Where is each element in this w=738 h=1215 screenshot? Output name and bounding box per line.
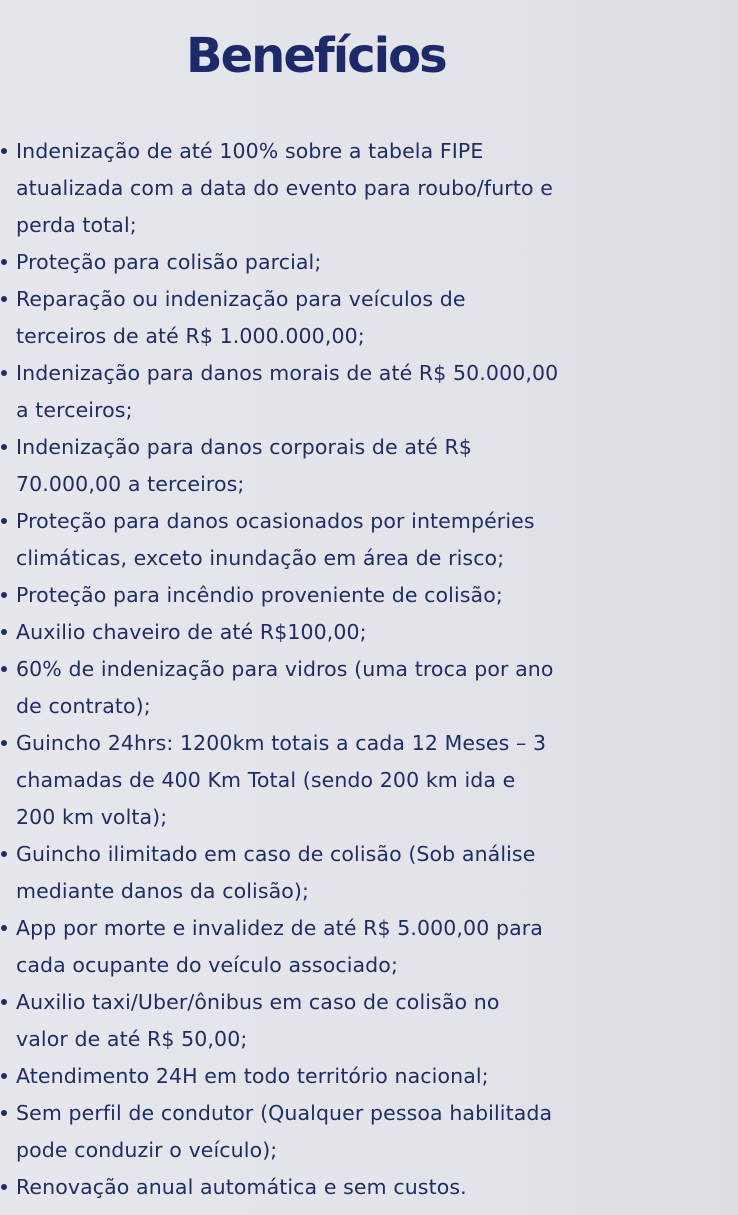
benefit-text: Auxilio chaveiro de até R$100,00; [16, 620, 367, 644]
benefit-item [0, 355, 738, 429]
benefit-item [0, 614, 738, 651]
benefits-list [0, 133, 738, 1206]
bullet-icon [1, 592, 7, 598]
bullet-icon [1, 851, 7, 857]
bullet-icon [1, 370, 7, 376]
benefit-item [0, 910, 738, 984]
benefit-text: Proteção para incêndio proveniente de colisão; [16, 583, 503, 607]
benefit-text: Proteção para danos ocasionados por intempéries climáticas, exceto inundação em área de risco; [16, 509, 535, 570]
benefit-item [0, 244, 738, 281]
bullet-icon [1, 666, 7, 672]
bullet-icon [1, 148, 7, 154]
benefit-text: Proteção para colisão parcial; [16, 250, 322, 274]
benefit-item [0, 1058, 738, 1095]
benefit-item [0, 725, 738, 836]
benefit-text: 60% de indenização para vidros (uma troca por ano de contrato); [16, 657, 554, 718]
bullet-icon [1, 1073, 7, 1079]
benefit-item [0, 836, 738, 910]
benefit-text: Guincho 24hrs: 1200km totais a cada 12 Meses – 3 chamadas de 400 Km Total (sendo 200 km ida e 200 km volta); [16, 731, 547, 829]
benefit-text: Indenização para danos corporais de até R$ 70.000,00 a terceiros; [16, 435, 472, 496]
bullet-icon [1, 1110, 7, 1116]
bullet-icon [1, 925, 7, 931]
benefit-text: Guincho ilimitado em caso de colisão (Sob análise mediante danos da colisão); [16, 842, 536, 903]
benefit-item [0, 1095, 738, 1169]
bullet-icon [1, 740, 7, 746]
bullet-icon [1, 518, 7, 524]
benefit-text: Reparação ou indenização para veículos de terceiros de até R$ 1.000.000,00; [16, 287, 466, 348]
benefit-item [0, 984, 738, 1058]
benefit-item [0, 577, 738, 614]
bullet-icon [1, 999, 7, 1005]
benefit-item [0, 651, 738, 725]
bullet-icon [1, 259, 7, 265]
bullet-icon [1, 1184, 7, 1190]
benefit-text: Sem perfil de condutor (Qualquer pessoa habilitada pode conduzir o veículo); [16, 1101, 553, 1162]
benefit-text: App por morte e invalidez de até R$ 5.000,00 para cada ocupante do veículo associado; [16, 916, 543, 977]
benefit-item [0, 429, 738, 503]
page-title: Benefícios [186, 28, 446, 84]
benefit-text: Indenização de até 100% sobre a tabela FIPE atualizada com a data do evento para roubo/furto e perda total; [16, 139, 553, 237]
benefit-text: Auxilio taxi/Uber/ônibus em caso de colisão no valor de até R$ 50,00; [16, 990, 500, 1051]
benefit-item [0, 281, 738, 355]
benefit-text: Indenização para danos morais de até R$ 50.000,00 a terceiros; [16, 361, 559, 422]
benefit-text: Atendimento 24H em todo território nacional; [16, 1064, 489, 1088]
benefit-text: Renovação anual automática e sem custos. [16, 1175, 467, 1199]
benefit-item [0, 503, 738, 577]
benefit-item [0, 1169, 738, 1206]
bullet-icon [1, 296, 7, 302]
benefit-item [0, 133, 738, 244]
bullet-icon [1, 444, 7, 450]
bullet-icon [1, 629, 7, 635]
